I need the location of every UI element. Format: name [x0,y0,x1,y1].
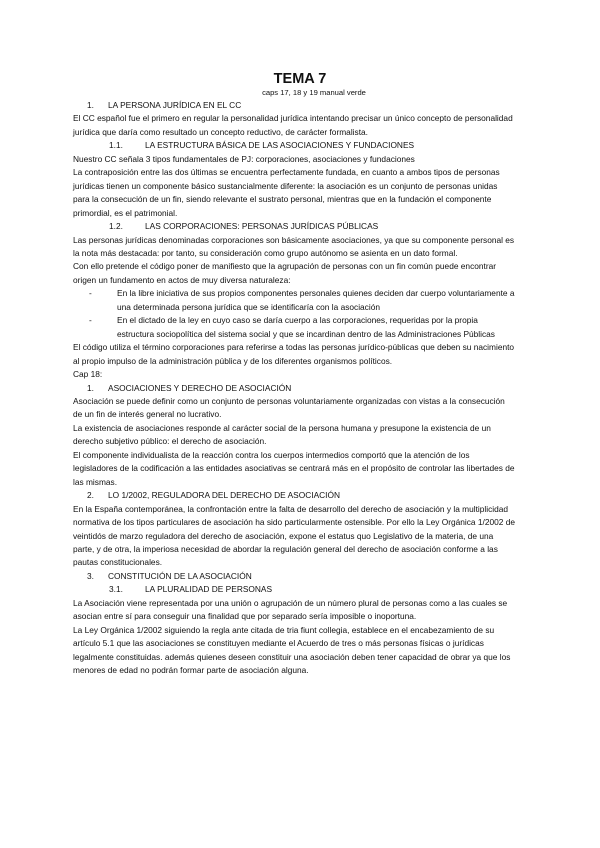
heading-1-1 [73,139,515,152]
list-item-text: En el dictado de la ley en cuyo caso se daría cuerpo a las corporaciones, requeridas por la propia estructura sociopolítica del sistema social y que se incardinan dentro de las Administraciones Públicas [117,315,495,339]
document-subtitle: caps 17, 18 y 19 manual verde [262,88,366,97]
heading-number: 3. [87,570,94,581]
document-body [73,99,515,677]
heading-number: 1.1. [109,140,123,151]
heading-text: LA PLURALIDAD DE PERSONAS [145,584,273,595]
paragraph: El código utiliza el término corporaciones para referirse a todas las personas jurídico-públicas que deben su nacimiento al propio impulso de la administración pública y de los diferentes organismos políticos. [73,342,515,366]
list-item-text: En la libre iniciativa de sus propios componentes personales quienes deciden dar cuerpo voluntariamente a una determinada persona jurídica que se identificaría con la asociación [117,288,515,312]
heading-number: 1. [87,100,94,110]
heading-text: LA ESTRUCTURA BÁSICA DE LAS ASOCIACIONES Y FUNDACIONES [145,140,415,151]
paragraph: Con ello pretende el código poner de manifiesto que la agrupación de personas con un fin común puede encontrar origen un fundamento en actos de muy diversa naturaleza: [73,261,497,285]
paragraph: El CC español fue el primero en regular la personalidad jurídica intentando precisar un único concepto de personalidad jurídica que daría como resultado un concepto reductivo, de carácter formalista. [73,113,513,137]
chapter-label: Cap 18: [73,369,103,380]
list-bullet: - [89,315,92,326]
heading-number: 1. [87,382,94,393]
list-item [73,314,515,341]
heading-number: 2. [87,490,94,501]
heading-number: 1.2. [109,221,123,232]
heading-text: LA PERSONA JURÍDICA EN EL CC [108,100,242,110]
paragraph: En la España contemporánea, la confrontación entre la falta de desarrollo del derecho de asociación y la multiplicidad normativa de los tipos particulares de asociación ha sido particularmente ostensible. Por ello la Ley Orgánica 1/2002 de veintidós de marzo reguladora del derecho de asociación, expone el estatus quo Legislativo de la materia, de una parte, y de otra, la imperiosa necesidad de abordar la regulación general del derecho de asociación conforme a las pautas constitucionales. [73,503,516,568]
list-item [73,287,515,314]
paragraph: La Ley Orgánica 1/2002 siguiendo la regla ante citada de tria fiunt collegia, establece en el encabezamiento de su artículo 5.1 que las asociaciones se constituyen mediante el Acuerdo de tres o más personas físicas o jurídicas legalmente constituidas. además quienes deseen constituir una asociación deben tener capacidad de obrar ya que los menores de edad no podrán formar parte de asociación alguna. [73,624,511,676]
heading-cap18-3-1 [73,583,515,596]
heading-1 [73,99,515,112]
heading-text: CONSTITUCIÓN DE LA ASOCIACIÓN [108,570,252,581]
paragraph: La existencia de asociaciones responde al carácter social de la persona humana y presupone la existencia de un derecho subjetivo público: el derecho de asociación. [73,422,491,447]
heading-text: ASOCIACIONES Y DERECHO DE ASOCIACIÓN [108,382,292,393]
list-bullet: - [89,288,92,299]
document-title: TEMA 7 [273,71,327,87]
paragraph: El componente individualista de la reacción contra los cuerpos intermedios comportó que la atención de los legisladores de la codificación a las entidades asociativas se centrará más en el propósito de controlar las libertades de las mismas. [73,449,515,487]
heading-cap18-1 [73,382,515,395]
paragraph: La Asociación viene representada por una unión o agrupación de un número plural de personas como a las cuales se asocian entre sí para conseguir una finalidad que por separado sería imposible o inoportuna. [73,597,508,622]
paragraph: La contraposición entre las dos últimas se encuentra perfectamente fundada, en cuanto a ambos tipos de personas jurídicas tienen un componente básico sustancialmente diferente: la asociación es un conjunto de personas unidas para la consecución de un fin, siendo relevante el sustrato personal, mientras que en la fundación el componente primordial, es el patrimonial. [73,167,500,218]
paragraph: Asociación se puede definir como un conjunto de personas voluntariamente organizadas con vistas a la consecución de un fin de interés general no lucrativo. [73,395,505,420]
heading-1-2 [73,220,515,233]
paragraph: Las personas jurídicas denominadas corporaciones son básicamente asociaciones, ya que su componente personal es la nota más destacada: por tanto, su consideración como grupo autónomo se asienta en un dato formal. [73,234,515,258]
heading-cap18-2 [73,489,515,502]
heading-cap18-3 [73,570,515,583]
paragraph: Nuestro CC señala 3 tipos fundamentales de PJ: corporaciones, asociaciones y fundaciones [73,153,415,164]
heading-number: 3.1. [109,584,123,595]
heading-text: LAS CORPORACIONES: PERSONAS JURÍDICAS PÚBLICAS [145,221,379,232]
heading-text: LO 1/2002, REGULADORA DEL DERECHO DE ASOCIACIÓN [108,490,340,501]
